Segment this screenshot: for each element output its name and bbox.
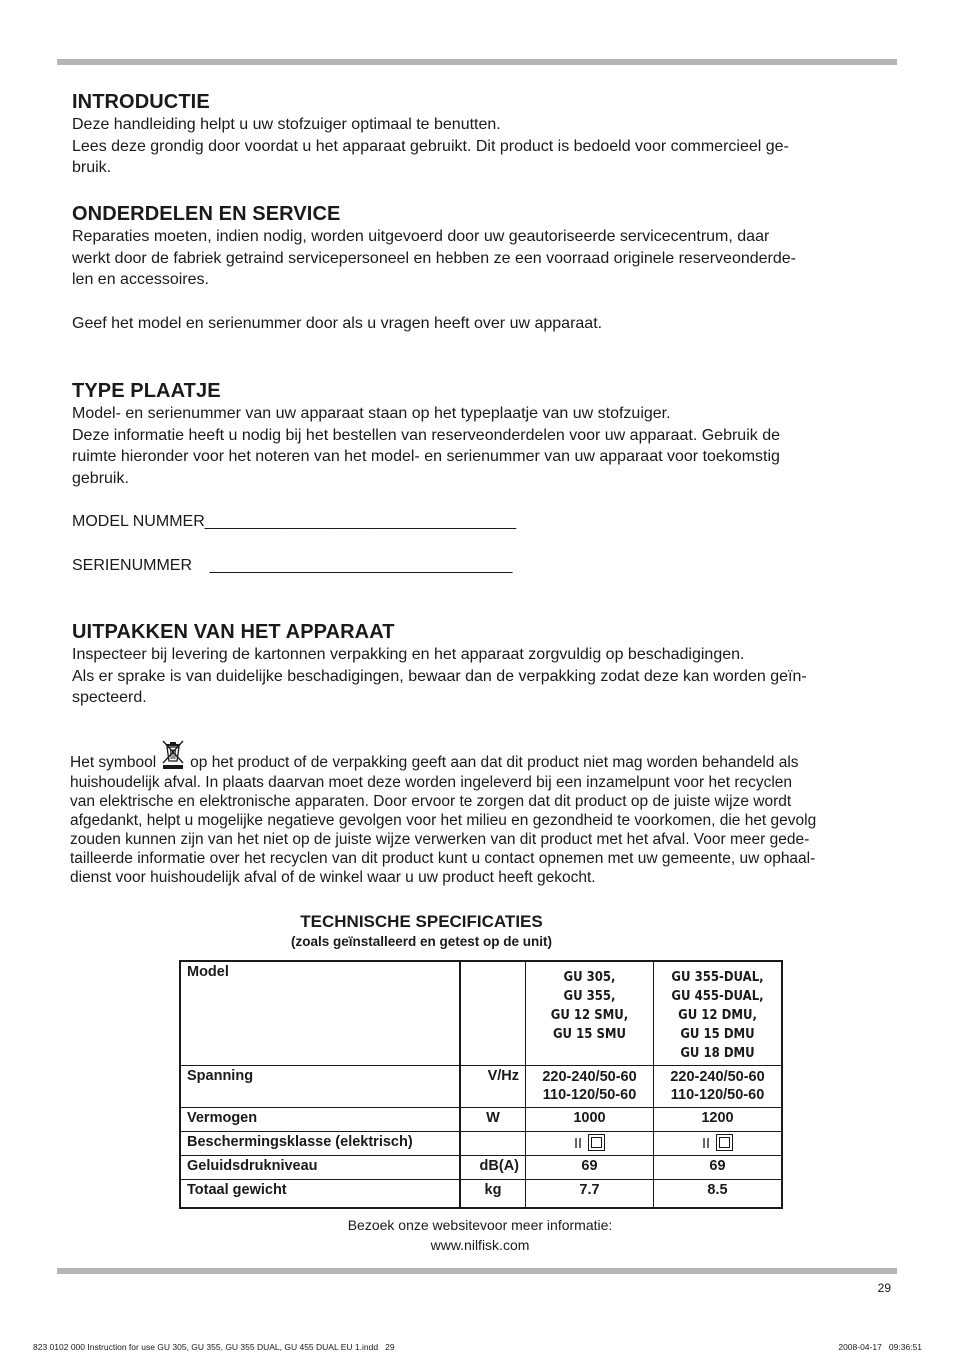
- website-url: www.nilfisk.com: [430, 1237, 530, 1253]
- plate-line-3: ruimte hieronder voor het noteren van het model- en serienummer van uw apparaat voor toekomstig: [72, 448, 780, 465]
- spec-title: TECHNISCHE SPECIFICATIES: [300, 912, 543, 931]
- weight-unit: kg: [460, 1180, 526, 1208]
- serial-number-field: SERIENUMMER __________________________________: [72, 556, 513, 574]
- voltage-label: Spanning: [180, 1066, 460, 1108]
- website-note: [180, 1215, 780, 1255]
- intro-line-2: Lees deze grondig door voordat u het apparaat gebruikt. Dit product is bedoeld voor commercieel ge-: [72, 137, 789, 155]
- unpack-title: UITPAKKEN VAN HET APPARAAT: [72, 621, 395, 643]
- table-row: [180, 961, 782, 1066]
- voltage-a-2: 110-120/50-60: [542, 1087, 637, 1103]
- bottom-rule: [57, 1268, 897, 1274]
- protection-label: Beschermingsklasse (elektrisch): [180, 1132, 460, 1156]
- model-number-field: MODEL NUMMER___________________________________: [72, 513, 517, 530]
- model-label: Model: [180, 961, 460, 1066]
- crossed-bin-icon: [160, 739, 186, 769]
- power-b: 1200: [654, 1108, 783, 1132]
- weee-line-4: afgedankt, helpt u mogelijke negatieve gevolgen voor het milieu en gezondheid te voorkomen, die het gevolg: [70, 812, 817, 829]
- noise-b: 69: [654, 1156, 783, 1180]
- weee-line-7: dienst voor huishoudelijk afval of de winkel waar u uw product heeft gekocht.: [70, 869, 596, 886]
- table-row: [180, 1066, 782, 1108]
- intro-line-1: Deze handleiding helpt u uw stofzuiger optimaal te benutten.: [72, 116, 501, 133]
- intro-section: [72, 90, 897, 179]
- voltage-b-1: 220-240/50-60: [670, 1069, 765, 1085]
- model-b-line: GU 15 DMU: [680, 1027, 755, 1042]
- timestamp: 2008-04-17 09:36:51: [838, 1342, 922, 1352]
- parts-line-3: len en accessoires.: [72, 271, 209, 288]
- power-a: 1000: [526, 1108, 654, 1132]
- weee-before: Het symbool: [70, 754, 157, 771]
- noise-label: Geluidsdrukniveau: [180, 1156, 460, 1180]
- intro-title: INTRODUCTIE: [72, 91, 210, 113]
- unpack-line-3: specteerd.: [72, 689, 147, 706]
- plate-title: TYPE PLAATJE: [72, 380, 221, 402]
- model-a-line: GU 15 SMU: [552, 1027, 627, 1042]
- model-unit: [460, 961, 526, 1066]
- parts-line-1: Reparaties moeten, indien nodig, worden uitgevoerd door uw geautoriseerde servicecentrum, daar: [72, 228, 770, 245]
- power-label: Vermogen: [180, 1108, 460, 1132]
- unpack-line-1: Inspecteer bij levering de kartonnen verpakking en het apparaat zorgvuldig op beschadigingen.: [72, 646, 745, 663]
- model-a-cell: [526, 961, 654, 1066]
- plate-line-2: Deze informatie heeft u nodig bij het bestellen van reserveonderdelen voor uw apparaat. Gebruik de: [72, 426, 780, 444]
- model-a-line: GU 12 SMU,: [550, 1008, 629, 1023]
- plate-section: [72, 379, 897, 576]
- plate-line-1: Model- en serienummer van uw apparaat staan op het typeplaatje van uw stofzuiger.: [72, 405, 671, 422]
- model-b-line: GU 12 DMU,: [678, 1008, 757, 1023]
- parts-line-2: werkt door de fabriek getraind servicepersoneel en hebben ze een voorraad originele reserveonderde-: [72, 249, 796, 267]
- noise-unit: dB(A): [460, 1156, 526, 1180]
- spec-subtitle: (zoals geïnstalleerd en getest op de unit): [290, 934, 553, 949]
- table-row: [180, 1108, 782, 1132]
- weee-line-1: [70, 743, 900, 773]
- voltage-b-2: 110-120/50-60: [670, 1087, 765, 1103]
- table-row: [180, 1132, 782, 1156]
- table-row: [180, 1180, 782, 1208]
- voltage-b: [654, 1066, 783, 1108]
- voltage-a-1: 220-240/50-60: [542, 1069, 637, 1085]
- weight-b: 8.5: [654, 1180, 783, 1208]
- model-a-line: GU 305,: [563, 970, 616, 985]
- file-info: 823 0102 000 Instruction for use GU 305, GU 355, GU 355 DUAL, GU 455 DUAL EU 1.indd 29: [33, 1342, 395, 1352]
- parts-section: [72, 202, 897, 334]
- protection-a: [526, 1132, 654, 1156]
- parts-line-4: Geef het model en serienummer door als u vragen heeft over uw apparaat.: [72, 314, 603, 332]
- protection-b-value: II: [701, 1136, 711, 1152]
- weee-line-5: zouden kunnen zijn van het niet op de juiste wijze verwerken van dit product met het afval. Voor meer gede-: [70, 831, 810, 848]
- double-insulation-icon: [588, 1134, 605, 1151]
- table-row: [180, 1156, 782, 1180]
- weee-after: op het product of de verpakking geeft aan dat dit product niet mag worden behandeld als: [190, 754, 799, 771]
- unpack-section: [72, 620, 897, 709]
- double-insulation-icon: [716, 1134, 733, 1151]
- voltage-unit: V/Hz: [460, 1066, 526, 1108]
- weee-line-2: huishoudelijk afval. In plaats daarvan moet deze worden ingeleverd bij een inzamelpunt voor het recyclen: [70, 774, 793, 791]
- noise-a: 69: [526, 1156, 654, 1180]
- spec-table: [179, 960, 783, 1209]
- voltage-a: [526, 1066, 654, 1108]
- model-b-line: GU 355-DUAL,: [671, 970, 764, 985]
- intro-line-3: bruik.: [72, 159, 112, 176]
- weight-label: Totaal gewicht: [180, 1180, 460, 1208]
- weee-notice: [70, 743, 900, 887]
- model-b-line: GU 18 DMU: [680, 1046, 755, 1061]
- model-b-cell: [654, 961, 783, 1066]
- weight-a: 7.7: [526, 1180, 654, 1208]
- protection-b: [654, 1132, 783, 1156]
- weee-line-6: tailleerde informatie over het recyclen van dit product kunt u contact opnemen met uw gemeente, uw ophaal-: [70, 850, 816, 867]
- weee-line-3: van elektrische en elektronische apparaten. Door ervoor te zorgen dat dit product op de juiste wijze wordt: [70, 793, 792, 810]
- unpack-line-2: Als er sprake is van duidelijke beschadigingen, bewaar dan de verpakking zodat deze kan worden geïn-: [72, 667, 807, 685]
- plate-line-4: gebruik.: [72, 469, 129, 487]
- visit-text: Bezoek onze websitevoor meer informatie:: [347, 1217, 613, 1233]
- protection-unit: [460, 1132, 526, 1156]
- model-b-line: GU 455-DUAL,: [671, 989, 764, 1004]
- top-rule: [57, 59, 897, 65]
- parts-title: ONDERDELEN EN SERVICE: [72, 203, 341, 225]
- page-number: 29: [877, 1281, 891, 1295]
- protection-a-value: II: [573, 1136, 583, 1152]
- power-unit: W: [460, 1108, 526, 1132]
- model-a-line: GU 355,: [563, 989, 616, 1004]
